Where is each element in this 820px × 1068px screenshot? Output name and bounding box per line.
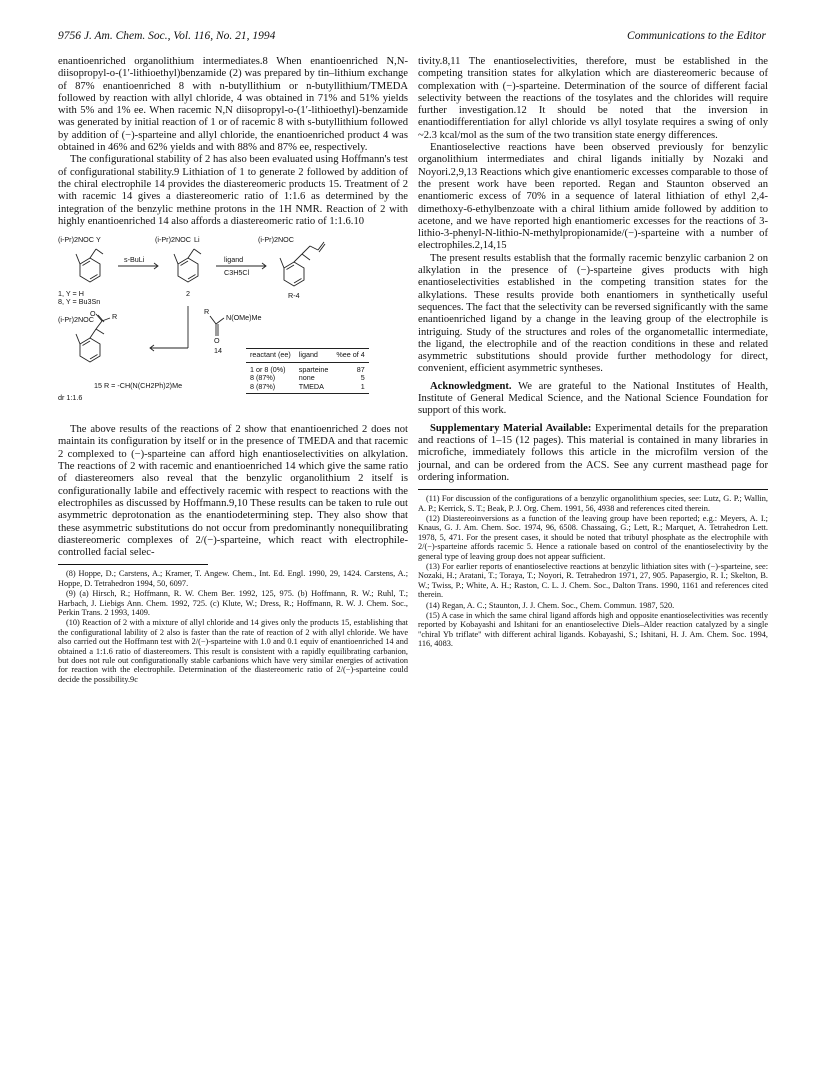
ack-body: We are grateful to the National Institutes of Health, Institute of General Medical Science, and the National Science Foundation for support of this work. <box>418 380 768 417</box>
footnote-rule <box>58 564 208 565</box>
results-table <box>246 348 369 394</box>
paragraph: Enantioselective reactions have been observed previously for benzylic organolithium intermediates and chiral ligands initially by Nozaki and Noyori.2,9,13 Reactions which give enantiomeric excesses comparable to those of the present work have been reported. Regan and Staunton observed an enantiomeric excess of 70% in a sequence of lateral lithiation of ethyl 2,4-dimethoxy-6-ethylbenzoate with a chiral lithium amide followed by addition to acetone, and we have reported high enantiomeric excesses for the reactions of 3-lithio-3-phenyl-N-lithio-N-methylpropionamide/(−)-sparteine with a number of electrophiles.2,14,15 <box>418 142 768 252</box>
compound-1-label: 1, Y = H <box>58 289 84 299</box>
prod-substituent: (i-Pr)2NOC <box>258 235 294 245</box>
benzene-ring-4 <box>80 338 100 362</box>
footnote: (13) For earlier reports of enantioselective reactions at benzylic lithiation sites with (−)-sparteine, see: Nozaki, H.; Aratani, T.; Toraya, T.; Noyori, R. Tetrahedron 1971, 27, 905. Papasergio, R. I.; Skelton, B. W.; Twiss, P.; White, A. H.; Raston, C. L. J. Chem. Soc., Dalton Trans. 1990, 1161 and references cited therein. <box>418 561 768 600</box>
table-cell: 5 <box>360 373 365 383</box>
electrophile-n: N(OMe)Me <box>226 313 262 323</box>
compound-15-label: 15 R = -CH(N(CH2Ph)2)Me <box>94 381 183 391</box>
sm-y-group: Y <box>96 235 101 245</box>
footnotes-left <box>58 569 408 684</box>
table-header: ligand <box>295 349 333 363</box>
electrophile-r: R <box>204 307 210 317</box>
paragraph: The present results establish that the formally racemic benzylic carbanion 2 on alkylation in the presence of (−)-sparteine gives products with high enantioselectivities established in the competing transition states for the alkylations. These results provide both enantiomers in synthetically useful sequences. The fact that the selectivity can be reversed significantly with the same enantioenriched ligand by a change in the leaving group of the electrophile is intriguing. Study of the structures and roles of the organometallic intermediate, the ligand, the electrophile and of the reaction conditions in these and related asymmetric substitutions should provide further methodology for direct, convenient, efficient asymmetric syntheses. <box>418 252 768 375</box>
table-header: reactant (ee) <box>246 349 295 363</box>
sm-substituent: (i-Pr)2NOC <box>58 235 94 245</box>
paragraph: enantioenriched organolithium intermediates.8 When enantioenriched N,N-diisopropyl-o-(1′-lithioethyl)benzamide (2) was prepared by tin–lithium exchange of 87% enantioenriched 8 with n-butyllithium or n-butyllithium/TMEDA followed by reaction with allyl chloride, 4 was obtained in 71% and 51% yields with 5% and 1% ee. When racemic N,N diisopropyl-o-(1′-lithioethyl)-benzamide was generated by initial reaction of 1 or of racemic 8 with s-butyllithium followed by addition of (−)-sparteine and allyl chloride, the enantioenriched product 4 was obtained in 46% and 62% yields and with 88% and 87% ee, respectively. <box>58 56 408 154</box>
supp-body: Experimental details for the preparation and reactions of 1–15 (12 pages). This material is contained in many libraries in microfiche, immediately follows this article in the microfilm version of the journal, and can be ordered from the ACS. See any current masthead page for ordering information. <box>418 422 768 483</box>
table-cell: TMEDA <box>295 383 333 394</box>
journal-citation: 9756 J. Am. Chem. Soc., Vol. 116, No. 21, 1994 <box>58 30 276 42</box>
dr-label: dr 1:1.6 <box>58 393 83 403</box>
compound-8-label: 8, Y = Bu3Sn <box>58 297 101 307</box>
footnote: (8) Hoppe, D.; Carstens, A.; Kramer, T. Angew. Chem., Int. Ed. Engl. 1990, 29, 1424. Carstens, A.; Hoppe, D. Tetrahedron 1994, 50, 6097. <box>58 569 408 588</box>
footnote: (15) A case in which the same chiral ligand affords high and opposite enantioselectivities was recently reported by Kobayashi and Ishitani for an enantioselective Diels–Alder reaction catalyzed by a single "chiral Yb triflate" with different achiral ligands. Kobayashi, S.; Ishitani, H. J. Am. Chem. Soc. 1994, 116, 4083. <box>418 610 768 649</box>
footnote: (10) Reaction of 2 with a mixture of allyl chloride and 14 gives only the products 15, establishing that the configurational lability of 2 also is faster than the rate of reaction of 2 with allyl chloride. We have also carried out the Hoffmann test with 2/(−)-sparteine with 1.0 and 0.1 equiv of enantioenriched 14 and obtained a 1:1.6 ratio of diastereomers. This result is consistent with a rapidly equilibrating carbanion, but does not rule out configurationally stable carbanions which have very similar energies of activation for reaction with the electrophile. Determination of the diastereomeric ratio of 2/(−)-sparteine could decide the possibility.9c <box>58 618 408 684</box>
compound-2-label: 2 <box>186 289 190 299</box>
compound-4-label: R-4 <box>288 291 300 301</box>
ligand-label: ligand <box>224 255 244 265</box>
benzene-ring-2 <box>178 258 198 282</box>
running-header <box>58 30 766 46</box>
benzene-ring-1 <box>80 258 100 282</box>
compound-14-label: 14 <box>214 346 222 356</box>
ketone-o: O <box>90 309 96 319</box>
int-substituent: (i-Pr)2NOC <box>155 235 191 245</box>
table-cell: 87 <box>356 364 365 374</box>
int-li: Li <box>194 235 200 245</box>
electrophile-label: C3H5Cl <box>224 268 250 278</box>
footnote: (9) (a) Hirsch, R.; Hoffmann, R. W. Chem Ber. 1992, 125, 975. (b) Hoffmann, R. W.; Ruhl, T.; Harbach, J. Liebigs Ann. Chem. 1992, 725. (c) Klute, W.; Dress, R.; Hoffmann, R. W. J. Chem. Soc., Perkin Trans. 2 1993, 1409. <box>58 589 408 618</box>
paragraph: The above results of the reactions of 2 show that enantioenriched 2 does not maintain its configuration by itself or in the presence of TMEDA and that racemic 2 complexed to (−)-sparteine can afford high enantioselectivities on alkylation. The reactions of 2 with racemic and enantioenriched 14 which give the same ratio of diastereomers also reveal that the benzylic organolithium 2 itself is configurationally labile and effectively racemic with respect to reactions with the electrophiles as discussed by Hoffmann.9,10 These results can be taken to rule out asymmetric deprotonation as the enantiodetermining step. They also show that these asymmetric substitutions do not occur from predominantly nonequilibrating diastereomeric complexes of 2/(−)-sparteine, which react with electrophile-controlled facial selec- <box>58 424 408 559</box>
paragraph: tivity.8,11 The enantioselectivities, therefore, must be established in the competing transition states for alkylation which are diastereomeric because of complexation with (−)-sparteine. Determination of the source of different facial selectivity between the reactions of the tosylates and the chlorides will require further investigation.12 It should be noted that the inversion in enantiodifferentiation for allyl chloride vs allyl tosylate requires a swing of only ~2.3 kcal/mol as the sum of the two transition state energy differences. <box>418 56 768 141</box>
section-title: Communications to the Editor <box>627 30 766 42</box>
supplementary-material <box>418 423 768 484</box>
acknowledgment <box>418 381 768 418</box>
ketone-r: R <box>112 312 118 322</box>
table-header: %ee of 4 <box>332 349 368 363</box>
footnote: (12) Diastereoinversions as a function of the leaving group have been reported; e.g.: Meyers, A. I.; Knaus, G. J. Am. Chem. Soc. 1974, 96, 6508. Chassaing, G.; Lett, R.; Marquet, A. Tetrahedron Lett. 1978, 5, 471. For the present cases, it should be noted that tributyl phosphate as the electrophile with 2/(−)-sparteine affords racemic 5. Hence a rationale based on control of the enantioselectivity by the general type of leaving group does not appear sufficient. <box>418 513 768 561</box>
ack-title: Acknowledgment. <box>430 380 512 392</box>
table-cell: 8 (87%) <box>250 373 276 383</box>
ketone-substituent: (i-Pr)2NOC <box>58 315 94 325</box>
reaction-scheme <box>58 236 408 414</box>
table-cell: none <box>298 373 315 383</box>
table-cell: sparteine <box>298 364 329 374</box>
benzene-ring-3 <box>284 262 304 286</box>
electrophile-o: O <box>214 336 220 346</box>
table-cell: 1 <box>332 383 368 394</box>
table-cell: 8 (87%) <box>246 383 295 394</box>
footnotes-right <box>418 494 768 649</box>
table-cell: 1 or 8 (0%) <box>250 364 286 374</box>
reagent-label: s-BuLi <box>124 255 145 265</box>
left-column <box>58 56 408 685</box>
right-column <box>418 56 768 650</box>
paragraph: The configurational stability of 2 has also been evaluated using Hoffmann's test of configurational stability.9 Lithiation of 1 to generate 2 followed by addition of the chiral electrophile 14 provides the diastereomeric products 15. Treatment of 2 with racemic 14 gives a diastereomeric ratio of 1:1.6 as determined by the integration of the benzylic methine protons in the 1H NMR. Reaction of 2 with highly enantioenriched 14 also affords a diastereomeric ratio of 1:1.6.10 <box>58 154 408 227</box>
supp-title: Supplementary Material Available: <box>430 422 592 434</box>
table-row <box>246 383 369 394</box>
footnote: (11) For discussion of the configurations of a benzylic organolithium species, see: Lutz, G. P.; Wallin, A. P.; Kerrick, S. T.; Beak, P. J. Org. Chem. 1991, 56, 4938 and references cited therein. <box>418 494 768 513</box>
footnote: (14) Regan, A. C.; Staunton, J. J. Chem. Soc., Chem. Commun. 1987, 520. <box>426 600 675 610</box>
footnote-rule <box>418 489 768 490</box>
